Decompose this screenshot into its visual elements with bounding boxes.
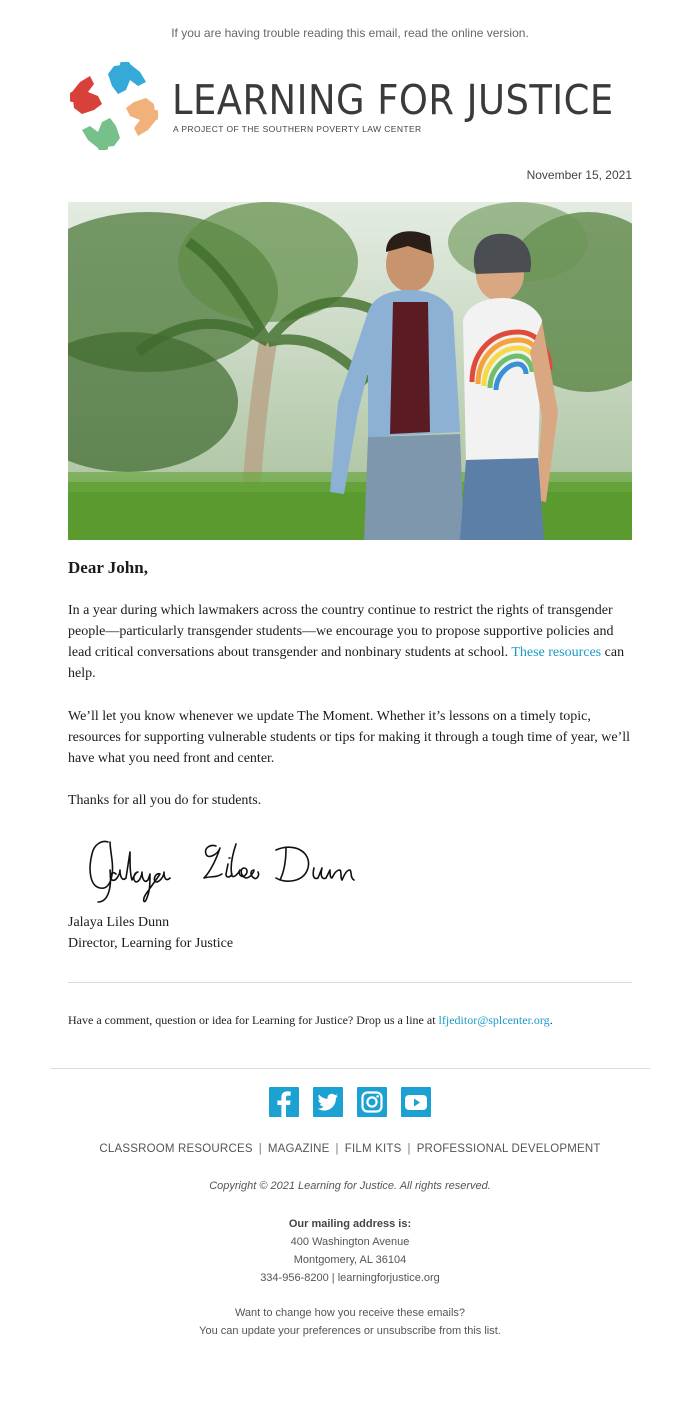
nav-separator: | bbox=[335, 1143, 339, 1155]
signer-title: Director, Learning for Justice bbox=[68, 936, 234, 951]
paragraph-intro bbox=[68, 600, 632, 684]
nav-professional-development[interactable]: PROFESSIONAL DEVELOPMENT bbox=[416, 1143, 601, 1155]
prefs-middle: or bbox=[360, 1325, 377, 1337]
prefs-suffix: . bbox=[497, 1325, 501, 1337]
prefs-options bbox=[0, 1322, 700, 1340]
copyright: Copyright © 2021 Learning for Justice. All rights reserved. bbox=[209, 1180, 491, 1192]
greeting: Dear John, bbox=[68, 558, 148, 577]
feedback-text: Have a comment, question or idea for Learning for Justice? Drop us a line at bbox=[68, 1013, 439, 1027]
preheader-text: If you are having trouble reading this email, read the bbox=[171, 26, 452, 40]
address-line-2: Montgomery, AL 36104 bbox=[293, 1254, 407, 1266]
website-link[interactable]: learningforjustice.org bbox=[337, 1272, 440, 1284]
peach-hand-icon bbox=[126, 98, 158, 136]
preheader bbox=[0, 26, 700, 40]
update-preferences-link[interactable]: update your preferences bbox=[241, 1325, 361, 1337]
paragraph-thanks: Thanks for all you do for students. bbox=[68, 793, 262, 808]
mailing-heading: Our mailing address is: bbox=[288, 1218, 412, 1230]
unsubscribe-link[interactable]: unsubscribe from this list bbox=[376, 1325, 498, 1337]
nav-separator: | bbox=[407, 1143, 411, 1155]
nav-separator: | bbox=[258, 1143, 262, 1155]
prefs-prefix: You can bbox=[199, 1325, 242, 1337]
paragraph-intro-end: can help. bbox=[68, 645, 625, 681]
phone-number: 334-956-8200 bbox=[260, 1272, 329, 1284]
blue-hand-icon bbox=[108, 62, 146, 94]
online-version-link[interactable]: online version bbox=[451, 26, 526, 40]
email-preferences bbox=[0, 1304, 700, 1340]
footer-divider bbox=[50, 1068, 650, 1069]
nav-film-kits[interactable]: FILM KITS bbox=[344, 1143, 402, 1155]
social-links bbox=[0, 1087, 700, 1117]
editor-email-link[interactable]: lfjeditor@splcenter.org bbox=[438, 1013, 550, 1027]
logo-title: LEARNING FOR JUSTICE bbox=[172, 76, 614, 124]
feedback-suffix: . bbox=[549, 1013, 553, 1027]
logo-subtitle: A PROJECT OF THE SOUTHERN POVERTY LAW CENTER bbox=[173, 124, 422, 134]
paragraph-intro-text: In a year during which lawmakers across the country continue to restrict the rights of transgender people—particularly transgender students—we encourage you to propose supportive policies and lead critical conversations about transgender and nonbinary students at school. bbox=[68, 603, 614, 660]
footer-nav bbox=[0, 1143, 700, 1155]
nav-classroom-resources[interactable]: CLASSROOM RESOURCES bbox=[99, 1143, 253, 1155]
green-hand-icon bbox=[82, 118, 120, 150]
handwritten-signature bbox=[80, 830, 370, 910]
email-date: November 15, 2021 bbox=[526, 168, 632, 182]
hero-image bbox=[68, 202, 632, 540]
divider bbox=[68, 982, 632, 983]
instagram-icon[interactable] bbox=[357, 1087, 387, 1117]
facebook-icon[interactable] bbox=[269, 1087, 299, 1117]
nav-magazine[interactable]: MAGAZINE bbox=[267, 1143, 330, 1155]
feedback-line bbox=[68, 1013, 632, 1028]
contact-separator: | bbox=[328, 1272, 338, 1284]
mailing-address bbox=[0, 1215, 700, 1287]
youtube-icon[interactable] bbox=[401, 1087, 431, 1117]
signer-name: Jalaya Liles Dunn bbox=[68, 915, 170, 930]
signer-block bbox=[68, 912, 233, 954]
logo[interactable] bbox=[68, 60, 632, 156]
prefs-question: Want to change how you receive these emails? bbox=[234, 1307, 466, 1319]
preheader-suffix: . bbox=[525, 26, 529, 40]
contact-line bbox=[0, 1269, 700, 1287]
hero-photo-illustration bbox=[68, 202, 632, 540]
these-resources-link[interactable]: These resources bbox=[511, 645, 602, 660]
red-hand-icon bbox=[70, 76, 102, 114]
paragraph-updates: We’ll let you know whenever we update The Moment. Whether it’s lessons on a timely topic, resources for supporting vulnerable students or tips for making it through a tough time of year, we’ll have what you need front and center. bbox=[68, 709, 631, 766]
twitter-icon[interactable] bbox=[313, 1087, 343, 1117]
hands-logo-icon bbox=[68, 60, 160, 152]
address-line-1: 400 Washington Avenue bbox=[290, 1236, 410, 1248]
